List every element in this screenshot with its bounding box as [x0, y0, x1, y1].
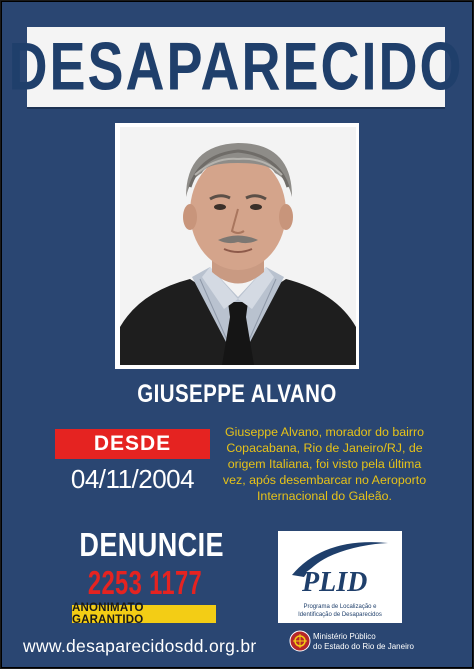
person-name: GIUSEPPE ALVANO: [137, 380, 337, 408]
plid-caption: [282, 603, 398, 619]
plid-logo: [284, 535, 396, 595]
phone-number: 2253 1177: [87, 564, 203, 601]
website-link[interactable]: www.desaparecidosdd.org.br: [23, 636, 257, 656]
plid-caption-line1: Programa de Localização e: [303, 604, 377, 610]
missing-person-poster: [1, 1, 473, 668]
person-description: Giuseppe Alvano, morador do bairro Copacabana, Rio de Janeiro/RJ, de origem Italiana, foi visto pela última vez, após desembarcar no Aeroporto Internacional do Galeão.: [222, 425, 427, 503]
person-photo: [120, 127, 356, 365]
ministerio-line2: do Estado do Rio de Janeiro: [313, 642, 414, 651]
missing-date: 04/11/2004: [70, 464, 195, 494]
ministerio-text: [313, 632, 414, 652]
poster-title: DESAPARECIDO: [8, 29, 464, 105]
photo-frame: [115, 123, 359, 369]
ministerio-publico-credit: [289, 628, 439, 658]
plid-logo-card: [278, 531, 402, 623]
plid-wordmark: PLID: [302, 567, 368, 595]
portrait-illustration: [120, 127, 356, 365]
anonymity-badge: ANONIMATO GARANTIDO: [72, 605, 216, 623]
plid-caption-line2: Identificação de Desaparecidos: [298, 612, 382, 618]
title-banner: [8, 27, 464, 107]
ministerio-seal-icon: [289, 630, 311, 652]
desde-badge: DESDE: [55, 429, 210, 459]
denuncie-heading: DENUNCIE: [79, 526, 225, 563]
ministerio-line1: Ministério Público: [313, 632, 376, 641]
